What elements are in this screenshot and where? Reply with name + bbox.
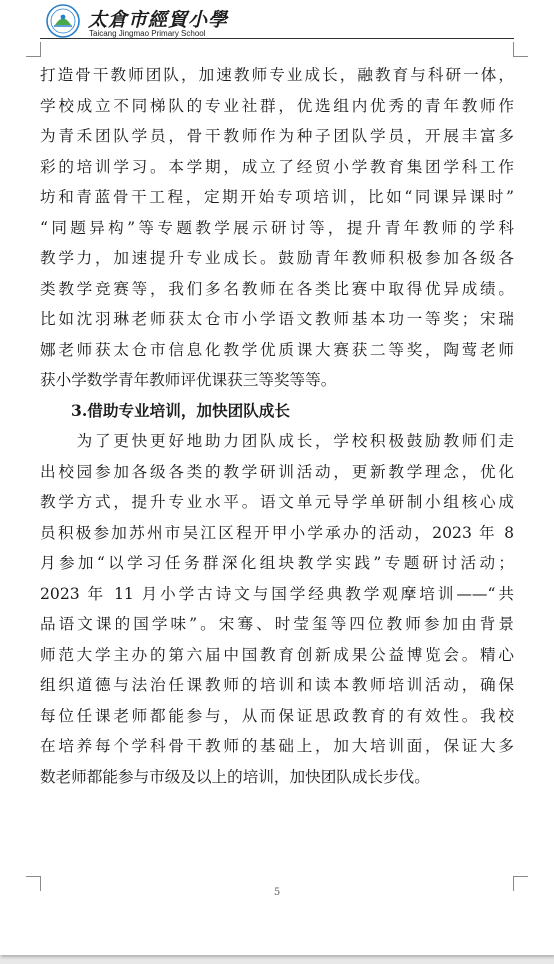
text-line: 师范大学主办的第六届中国教育创新成果公益博览会。精心 <box>40 645 514 664</box>
body-text <box>40 60 514 792</box>
page-header <box>40 4 534 38</box>
text-line: 出校园参加各级各类的教学研训活动，更新教学理念，优化 <box>40 462 514 481</box>
header-divider <box>40 38 514 39</box>
text-line: 打造骨干教师团队，加速教师专业成长，融教育与科研一体， <box>40 66 514 84</box>
text-line: “同题异构”等专题教学展示研讨等，提升青年教师的学科 <box>40 218 514 237</box>
text-line: 数老师都能参与市级及以上的培训，加快团队成长步伐。 <box>40 767 430 786</box>
text-line: 员积极参加苏州市吴江区程开甲小学承办的活动，2023 年 8 <box>40 523 514 542</box>
page-number: 5 <box>273 887 281 898</box>
paragraph-continued <box>40 60 514 396</box>
text-line: 娜老师获太仓市信息化教学优质课大赛获二等奖，陶莺老师 <box>40 340 514 359</box>
text-line: 组织道德与法治任课教师的培训和读本教师培训活动，确保 <box>40 676 514 694</box>
text-line: 坊和青蓝骨干工程，定期开始专项培训，比如“同课异课时” <box>40 188 514 206</box>
school-name-english: Taicang Jingmao Primary School <box>89 29 206 38</box>
text-line: 月参加“以学习任务群深化组块教学实践”专题研讨活动； <box>40 554 514 572</box>
text-line: 获小学数学青年教师评优课获三等奖等等。 <box>40 371 337 389</box>
text-line: 品语文课的国学味”。宋骞、时莹玺等四位教师参加由背景 <box>40 615 514 633</box>
text-line: 彩的培训学习。本学期，成立了经贸小学教育集团学科工作 <box>40 157 514 176</box>
text-line: 教学力，加速提升专业成长。鼓励青年教师积极参加各级各 <box>40 249 514 267</box>
text-line: 每位任课老师都能参与，从而保证思政教育的有效性。我校 <box>40 706 514 725</box>
text-line: 在培养每个学科骨干教师的基础上，加大培训面，保证大多 <box>40 737 514 755</box>
text-line: 学校成立不同梯队的专业社群，优选组内优秀的青年教师作 <box>40 96 514 115</box>
school-logo-icon <box>46 4 80 38</box>
text-line: 为青禾团队学员，骨干教师作为种子团队学员，开展丰富多 <box>40 127 514 145</box>
margin-corner-mark <box>26 42 41 57</box>
margin-corner-mark <box>513 42 528 57</box>
text-line: 2023 年 11 月小学古诗文与国学经典教学观摩培训——“共 <box>40 584 514 603</box>
text-line: 为了更快更好地助力团队成长，学校积极鼓励教师们走 <box>40 432 514 450</box>
section-heading: 3.借助专业培训，加快团队成长 <box>71 400 290 420</box>
text-line: 类教学竞赛等，我们多名教师在各类比赛中取得优异成绩。 <box>40 279 514 298</box>
text-line: 比如沈羽琳老师获太仓市小学语文教师基本功一等奖；宋瑞 <box>40 310 514 328</box>
paragraph <box>40 426 514 792</box>
school-name-chinese: 太倉市經貿小學 <box>88 9 229 31</box>
text-line: 教学方式，提升专业水平。语文单元导学单研制小组核心成 <box>40 493 514 511</box>
